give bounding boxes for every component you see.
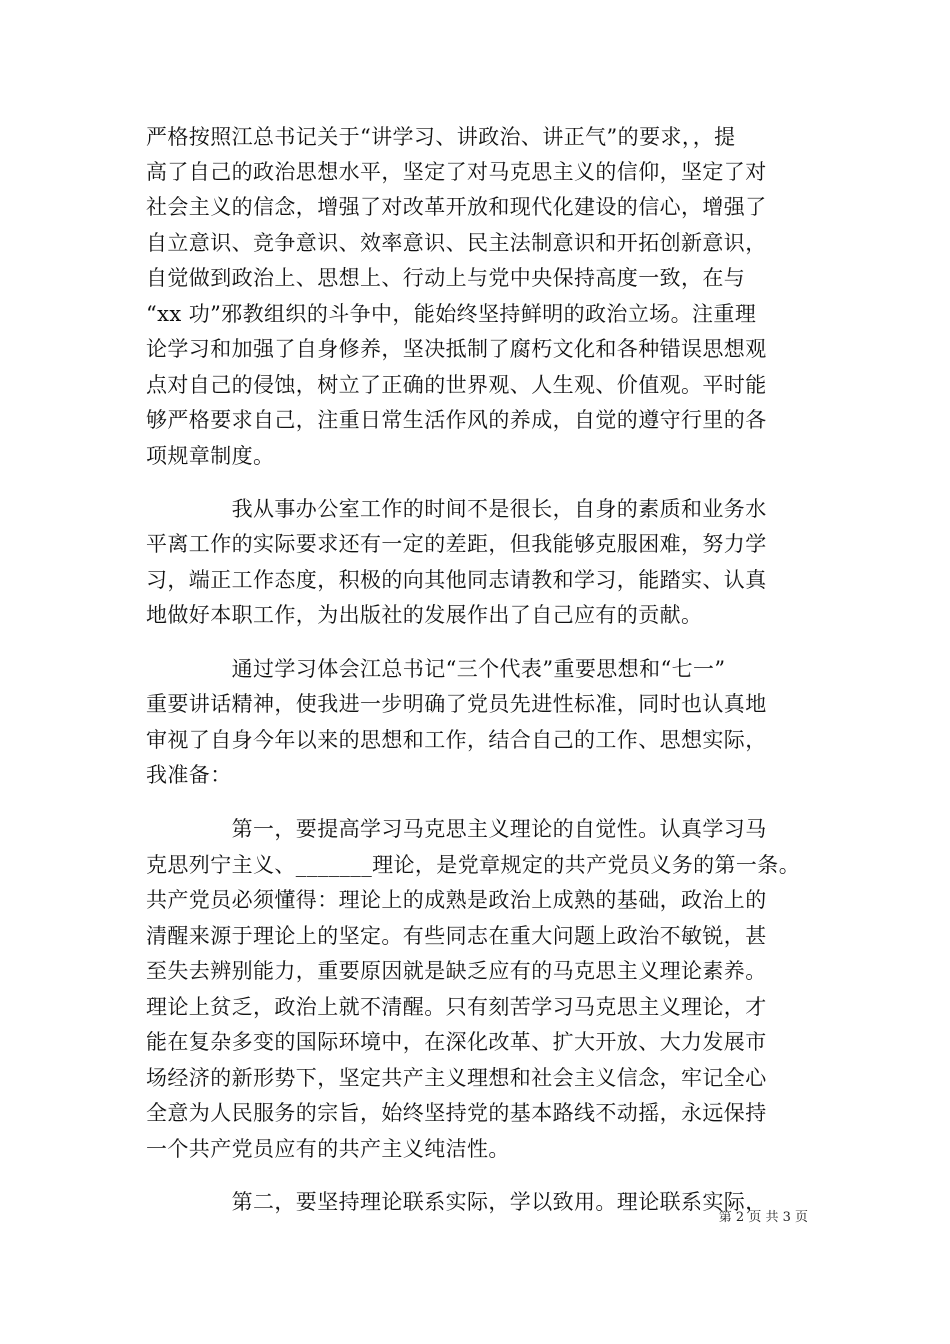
text-line: 能在复杂多变的国际环境中，在深化改革、扩大开放、大力发展市 bbox=[146, 1030, 767, 1054]
text-line: 平离工作的实际要求还有一定的差距，但我能够克服困难，努力学 bbox=[146, 532, 767, 556]
text-line: 场经济的新形势下，坚定共产主义理想和社会主义信念，牢记全心 bbox=[146, 1066, 767, 1090]
text-line: 项规章制度。 bbox=[146, 444, 275, 468]
text-line: 点对自己的侵蚀，树立了正确的世界观、人生观、价值观。平时能 bbox=[146, 373, 767, 397]
text-line: 我从事办公室工作的时间不是很长，自身的素质和业务水 bbox=[146, 497, 767, 521]
text-line: 至失去辨别能力，重要原因就是缺乏应有的马克思主义理论素养。 bbox=[146, 959, 767, 983]
text-line: 第一，要提高学习马克思主义理论的自觉性。认真学习马 bbox=[146, 817, 767, 841]
text-line: 自觉做到政治上、思想上、行动上与党中央保持高度一致，在与 bbox=[146, 266, 746, 290]
page-footer: 第 2 页 共 3 页 bbox=[718, 1210, 808, 1225]
text-line: 地做好本职工作，为出版社的发展作出了自己应有的贡献。 bbox=[146, 603, 703, 627]
text-line: 我准备： bbox=[146, 763, 232, 787]
text-line: 克思列宁主义、_______理论，是党章规定的共产党员义务的第一条。 bbox=[146, 853, 801, 877]
text-line: 审视了自身今年以来的思想和工作，结合自己的工作、思想实际， bbox=[146, 728, 767, 752]
text-line: 清醒来源于理论上的坚定。有些同志在重大问题上政治不敏锐，甚 bbox=[146, 924, 767, 948]
text-line: 论学习和加强了自身修养，坚决抵制了腐朽文化和各种错误思想观 bbox=[146, 337, 767, 361]
text-line: 严格按照江总书记关于“讲学习、讲政治、讲正气”的要求，，提 bbox=[146, 125, 736, 149]
text-line: 重要讲话精神，使我进一步明确了党员先进性标准，同时也认真地 bbox=[146, 692, 767, 716]
text-line: 通过学习体会江总书记“三个代表”重要思想和“七一” bbox=[146, 657, 726, 681]
text-line: 一个共产党员应有的共产主义纯洁性。 bbox=[146, 1137, 510, 1161]
text-line: 社会主义的信念，增强了对改革开放和现代化建设的信心，增强了 bbox=[146, 195, 767, 219]
text-line: 共产党员必须懂得：理论上的成熟是政治上成熟的基础，政治上的 bbox=[146, 888, 767, 912]
text-line: 习，端正工作态度，积极的向其他同志请教和学习，能踏实、认真 bbox=[146, 568, 767, 592]
text-line: 够严格要求自己，注重日常生活作风的养成，自觉的遵守行里的各 bbox=[146, 408, 767, 432]
text-line: 自立意识、竞争意识、效率意识、民主法制意识和开拓创新意识， bbox=[146, 231, 767, 255]
text-line: 全意为人民服务的宗旨，始终坚持党的基本路线不动摇，永远保持 bbox=[146, 1101, 767, 1125]
text-line: 第二，要坚持理论联系实际，学以致用。理论联系实际， bbox=[146, 1190, 767, 1214]
text-line: “xx 功”邪教组织的斗争中，能始终坚持鲜明的政治立场。注重理 bbox=[146, 302, 757, 326]
text-line: 理论上贫乏，政治上就不清醒。只有刻苦学习马克思主义理论，才 bbox=[146, 995, 767, 1019]
text-line: 高了自己的政治思想水平，坚定了对马克思主义的信仰，坚定了对 bbox=[146, 160, 767, 184]
